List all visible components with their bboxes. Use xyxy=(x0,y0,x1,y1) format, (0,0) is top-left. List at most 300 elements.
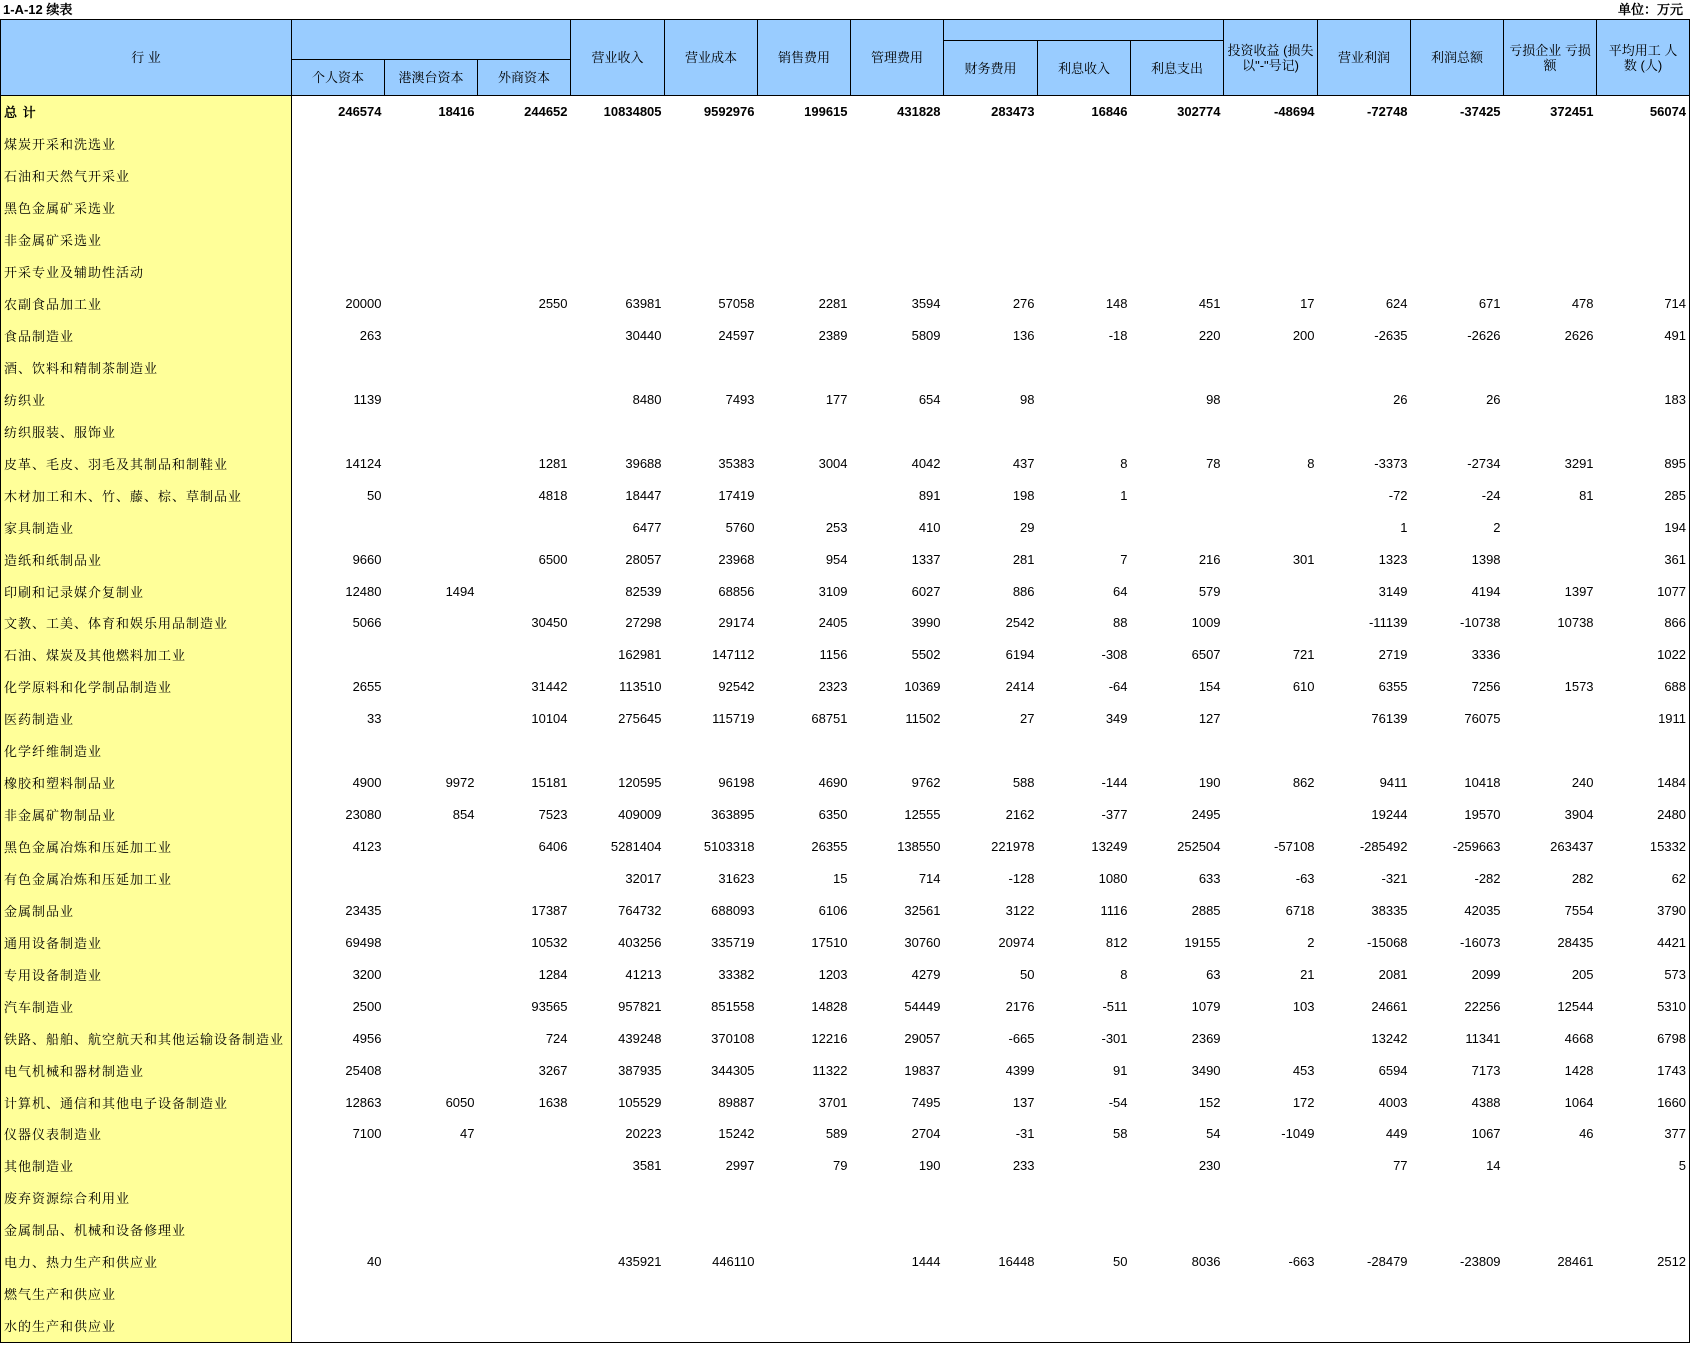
value-cell: 957821 xyxy=(618,998,662,1014)
value-cell: -2734 xyxy=(1467,455,1501,471)
value-cell: 431828 xyxy=(897,104,941,120)
value-cell xyxy=(1131,224,1224,256)
value-cell xyxy=(1318,735,1411,767)
value-cell xyxy=(478,1214,571,1246)
industry-name: 非金属矿采选业 xyxy=(1,224,292,256)
value-cell xyxy=(758,160,851,192)
value-cell: 7100 xyxy=(352,1126,382,1142)
value-cell xyxy=(1411,160,1504,192)
value-cell: 147112 xyxy=(712,647,755,663)
industry-name: 计算机、通信和其他电子设备制造业 xyxy=(1,1086,292,1118)
value-cell xyxy=(1224,1150,1318,1182)
value-cell: 138550 xyxy=(897,839,941,855)
value-cell: 1 xyxy=(1400,519,1408,535)
value-cell: 1079 xyxy=(1191,998,1221,1014)
table-row xyxy=(1,1086,1690,1118)
value-cell: 5809 xyxy=(911,328,941,344)
value-cell xyxy=(665,735,758,767)
value-cell: 9660 xyxy=(352,551,382,567)
value-cell xyxy=(851,224,944,256)
value-cell xyxy=(1224,511,1318,543)
value-cell xyxy=(851,735,944,767)
value-cell: 63 xyxy=(1206,966,1221,982)
table-row xyxy=(1,192,1690,224)
value-cell: 4194 xyxy=(1471,583,1501,599)
value-cell xyxy=(1224,383,1318,415)
value-cell: 3004 xyxy=(818,455,848,471)
value-cell: 439248 xyxy=(618,1030,662,1046)
value-cell: 588 xyxy=(1012,775,1035,791)
value-cell xyxy=(1038,128,1131,160)
value-cell: 16846 xyxy=(1091,104,1128,120)
value-cell xyxy=(292,256,385,288)
value-cell: 5103318 xyxy=(703,839,755,855)
value-cell: 6477 xyxy=(632,519,662,535)
value-cell: -308 xyxy=(1101,647,1128,663)
value-cell: 1484 xyxy=(1597,767,1690,799)
value-cell: 633 xyxy=(1198,870,1221,886)
industry-name: 开采专业及辅助性活动 xyxy=(1,256,292,288)
value-cell xyxy=(385,543,478,575)
value-cell: 27 xyxy=(1020,711,1035,727)
value-cell: 19244 xyxy=(1371,807,1408,823)
value-cell xyxy=(1411,1182,1504,1214)
value-cell: 62 xyxy=(1597,863,1690,895)
value-cell: 24661 xyxy=(1371,998,1408,1014)
col-avg-employees: 平均用工 人 数 (人) xyxy=(1597,20,1690,96)
value-cell xyxy=(1504,543,1597,575)
value-cell: 5760 xyxy=(725,519,755,535)
value-cell: 19837 xyxy=(904,1062,941,1078)
value-cell xyxy=(1411,128,1504,160)
value-cell: 30440 xyxy=(625,328,662,344)
value-cell: 23080 xyxy=(345,807,382,823)
col-loss-amount: 亏损企业 亏损额 xyxy=(1504,20,1597,96)
value-cell: 3904 xyxy=(1564,807,1594,823)
value-cell xyxy=(1504,639,1597,671)
value-cell xyxy=(292,863,385,895)
value-cell: 335719 xyxy=(711,934,755,950)
value-cell xyxy=(1224,703,1318,735)
table-row xyxy=(1,1022,1690,1054)
value-cell: 15181 xyxy=(531,775,568,791)
value-cell xyxy=(1131,1310,1224,1342)
value-cell: 88 xyxy=(1113,615,1128,631)
value-cell: 410 xyxy=(918,519,941,535)
value-cell: 478 xyxy=(1571,296,1594,312)
value-cell: 115719 xyxy=(712,711,755,727)
value-cell: 12555 xyxy=(904,807,941,823)
value-cell xyxy=(1504,703,1597,735)
value-cell xyxy=(1038,192,1131,224)
value-cell xyxy=(1038,383,1131,415)
value-cell: 1156 xyxy=(819,647,848,663)
table-row xyxy=(1,1118,1690,1150)
value-cell: -144 xyxy=(1101,775,1128,791)
value-cell: 20223 xyxy=(625,1126,662,1142)
value-cell: 20974 xyxy=(998,934,1035,950)
value-cell: 26 xyxy=(1486,391,1501,407)
value-cell: 812 xyxy=(1105,934,1128,950)
col-operating-profit: 营业利润 xyxy=(1318,20,1411,96)
value-cell xyxy=(1038,1182,1131,1214)
statistics-table xyxy=(0,19,1690,1343)
value-cell: 82539 xyxy=(625,583,662,599)
value-cell xyxy=(1411,1310,1504,1342)
value-cell: 30760 xyxy=(904,934,941,950)
value-cell xyxy=(1224,352,1318,384)
industry-name: 黑色金属矿采选业 xyxy=(1,192,292,224)
value-cell: 363895 xyxy=(711,807,755,823)
col-selling-expense: 销售费用 xyxy=(758,20,851,96)
value-cell: 137 xyxy=(1012,1094,1035,1110)
value-cell: 4279 xyxy=(911,966,941,982)
value-cell xyxy=(1038,511,1131,543)
value-cell: -128 xyxy=(1008,870,1035,886)
value-cell xyxy=(478,256,571,288)
value-cell xyxy=(1038,1214,1131,1246)
value-cell: 1494 xyxy=(445,583,475,599)
value-cell xyxy=(1224,799,1318,831)
value-cell: 1444 xyxy=(911,1254,941,1270)
value-cell: 11341 xyxy=(1465,1030,1501,1046)
value-cell: 2997 xyxy=(725,1158,755,1174)
value-cell xyxy=(1131,256,1224,288)
value-cell: 7256 xyxy=(1471,679,1501,695)
value-cell: 2405 xyxy=(818,615,848,631)
value-cell: 233 xyxy=(1012,1158,1035,1174)
value-cell: 891 xyxy=(918,487,941,503)
value-cell xyxy=(571,224,665,256)
value-cell: 12863 xyxy=(345,1094,382,1110)
value-cell xyxy=(944,160,1038,192)
value-cell: -665 xyxy=(1008,1030,1035,1046)
value-cell: 1067 xyxy=(1471,1126,1501,1142)
value-cell: 198 xyxy=(1012,487,1035,503)
value-cell xyxy=(758,1310,851,1342)
value-cell: 190 xyxy=(918,1158,941,1174)
value-cell: 183 xyxy=(1597,383,1690,415)
value-cell: 18447 xyxy=(625,487,662,503)
col-finance-expense: 财务费用 xyxy=(944,41,1038,96)
value-cell: 8036 xyxy=(1191,1254,1221,1270)
value-cell xyxy=(1318,415,1411,447)
value-cell: -10738 xyxy=(1460,615,1501,631)
industry-name: 黑色金属冶炼和压延加工业 xyxy=(1,831,292,863)
value-cell xyxy=(1504,735,1597,767)
value-cell: -11139 xyxy=(1368,615,1408,631)
value-cell: 152 xyxy=(1198,1094,1221,1110)
value-cell xyxy=(1597,1310,1690,1342)
value-cell xyxy=(478,192,571,224)
value-cell: 42035 xyxy=(1464,902,1501,918)
value-cell xyxy=(385,383,478,415)
value-cell xyxy=(1318,1182,1411,1214)
value-cell: 28461 xyxy=(1557,1254,1594,1270)
value-cell: 58 xyxy=(1113,1126,1128,1142)
value-cell xyxy=(1038,352,1131,384)
value-cell xyxy=(1504,1182,1597,1214)
value-cell xyxy=(758,1278,851,1310)
value-cell xyxy=(1597,192,1690,224)
industry-name: 其他制造业 xyxy=(1,1150,292,1182)
value-cell xyxy=(478,1150,571,1182)
value-cell: 4399 xyxy=(1005,1062,1035,1078)
value-cell: -48694 xyxy=(1274,104,1315,120)
value-cell xyxy=(1131,160,1224,192)
value-cell xyxy=(385,863,478,895)
value-cell xyxy=(1131,415,1224,447)
value-cell: 4900 xyxy=(352,775,382,791)
table-row xyxy=(1,639,1690,671)
value-cell xyxy=(385,128,478,160)
value-cell: 10738 xyxy=(1557,615,1594,631)
value-cell: 6798 xyxy=(1597,1022,1690,1054)
value-cell: 190 xyxy=(1198,775,1221,791)
value-cell: 491 xyxy=(1597,320,1690,352)
table-row xyxy=(1,894,1690,926)
value-cell xyxy=(1597,224,1690,256)
value-cell xyxy=(385,447,478,479)
value-cell: 162981 xyxy=(618,647,662,663)
value-cell: 77 xyxy=(1393,1158,1408,1174)
value-cell: 27298 xyxy=(625,615,662,631)
value-cell: -28479 xyxy=(1367,1254,1408,1270)
value-cell xyxy=(1597,1182,1690,1214)
value-cell xyxy=(1318,352,1411,384)
value-cell xyxy=(385,479,478,511)
value-cell xyxy=(944,1182,1038,1214)
value-cell xyxy=(1504,415,1597,447)
value-cell: 2099 xyxy=(1471,966,1501,982)
table-row xyxy=(1,288,1690,320)
value-cell xyxy=(1597,256,1690,288)
industry-name: 化学原料和化学制品制造业 xyxy=(1,671,292,703)
value-cell xyxy=(385,1214,478,1246)
value-cell: 21 xyxy=(1300,966,1315,982)
value-cell xyxy=(1224,1182,1318,1214)
value-cell: 4818 xyxy=(538,487,568,503)
col-cost: 营业成本 xyxy=(665,20,758,96)
value-cell: 29174 xyxy=(718,615,755,631)
value-cell: 6406 xyxy=(538,839,568,855)
value-cell xyxy=(385,1150,478,1182)
value-cell xyxy=(1224,128,1318,160)
value-cell xyxy=(478,352,571,384)
industry-name: 金属制品、机械和设备修理业 xyxy=(1,1214,292,1246)
value-cell xyxy=(571,192,665,224)
value-cell xyxy=(758,256,851,288)
col-capital-subgroup xyxy=(292,41,571,60)
value-cell: 41213 xyxy=(625,966,662,982)
value-cell: 2 xyxy=(1307,934,1315,950)
value-cell xyxy=(385,160,478,192)
value-cell: 3291 xyxy=(1564,455,1594,471)
value-cell: 3200 xyxy=(352,966,382,982)
value-cell: 12544 xyxy=(1557,998,1594,1014)
value-cell xyxy=(758,224,851,256)
value-cell: 7495 xyxy=(911,1094,941,1110)
value-cell: 862 xyxy=(1292,775,1315,791)
value-cell: 3490 xyxy=(1191,1062,1221,1078)
value-cell: 12480 xyxy=(345,583,382,599)
value-cell xyxy=(292,128,385,160)
total-row xyxy=(1,96,1690,128)
value-cell xyxy=(1318,256,1411,288)
value-cell: 33382 xyxy=(718,966,755,982)
value-cell: 453 xyxy=(1292,1062,1315,1078)
table-id: 1-A-12 续表 xyxy=(3,2,73,17)
value-cell: 4123 xyxy=(352,839,382,855)
table-row xyxy=(1,990,1690,1022)
industry-name: 总 计 xyxy=(1,96,292,128)
value-cell: 32017 xyxy=(625,870,662,886)
value-cell: 6594 xyxy=(1378,1062,1408,1078)
value-cell: 6718 xyxy=(1285,902,1315,918)
value-cell xyxy=(571,1214,665,1246)
table-row xyxy=(1,926,1690,958)
table-body xyxy=(1,96,1690,1343)
value-cell: 246574 xyxy=(338,104,382,120)
value-cell: 2323 xyxy=(818,679,848,695)
value-cell: 1573 xyxy=(1564,679,1594,695)
value-cell xyxy=(944,735,1038,767)
industry-name: 家具制造业 xyxy=(1,511,292,543)
value-cell xyxy=(478,1310,571,1342)
value-cell: 3581 xyxy=(632,1158,662,1174)
industry-name: 电力、热力生产和供应业 xyxy=(1,1246,292,1278)
value-cell xyxy=(385,831,478,863)
value-cell: 1337 xyxy=(911,551,941,567)
value-cell xyxy=(1131,479,1224,511)
table-row xyxy=(1,735,1690,767)
value-cell: 579 xyxy=(1198,583,1221,599)
value-cell xyxy=(1597,1278,1690,1310)
value-cell: 7523 xyxy=(538,807,568,823)
value-cell xyxy=(385,415,478,447)
value-cell: 10104 xyxy=(531,711,568,727)
value-cell xyxy=(1504,192,1597,224)
table-row xyxy=(1,1310,1690,1342)
value-cell xyxy=(1038,415,1131,447)
industry-name: 食品制造业 xyxy=(1,320,292,352)
value-cell: -259663 xyxy=(1452,839,1501,855)
value-cell: 764732 xyxy=(618,902,662,918)
value-cell: -1049 xyxy=(1281,1126,1315,1142)
value-cell: -24 xyxy=(1481,487,1501,503)
value-cell: 30450 xyxy=(531,615,568,631)
value-cell xyxy=(1224,1310,1318,1342)
value-cell: -3373 xyxy=(1374,455,1408,471)
value-cell xyxy=(385,1054,478,1086)
col-interest-income: 利息收入 xyxy=(1038,41,1131,96)
value-cell xyxy=(292,224,385,256)
value-cell xyxy=(851,256,944,288)
value-cell: 14124 xyxy=(345,455,382,471)
value-cell xyxy=(758,1214,851,1246)
value-cell: 276 xyxy=(1012,296,1035,312)
value-cell: 57058 xyxy=(718,296,755,312)
industry-name: 电气机械和器材制造业 xyxy=(1,1054,292,1086)
value-cell: 26 xyxy=(1393,391,1408,407)
value-cell: 282 xyxy=(1571,870,1594,886)
value-cell: 1398 xyxy=(1471,551,1501,567)
value-cell: -321 xyxy=(1381,870,1408,886)
value-cell: 38335 xyxy=(1371,902,1408,918)
value-cell: 1009 xyxy=(1191,615,1221,631)
value-cell xyxy=(1131,352,1224,384)
value-cell: 654 xyxy=(918,391,941,407)
value-cell: 13249 xyxy=(1091,839,1128,855)
value-cell: 451 xyxy=(1198,296,1221,312)
value-cell: 96198 xyxy=(718,775,755,791)
value-cell: -64 xyxy=(1108,679,1128,695)
value-cell: 8 xyxy=(1120,966,1128,982)
value-cell xyxy=(758,128,851,160)
value-cell: 17510 xyxy=(811,934,848,950)
value-cell: 9762 xyxy=(911,775,941,791)
value-cell: 3990 xyxy=(911,615,941,631)
value-cell: 6050 xyxy=(445,1094,475,1110)
value-cell: 172 xyxy=(1292,1094,1315,1110)
table-row xyxy=(1,447,1690,479)
industry-name: 酒、饮料和精制茶制造业 xyxy=(1,352,292,384)
value-cell: 12216 xyxy=(811,1030,848,1046)
value-cell: 15332 xyxy=(1597,831,1690,863)
value-cell xyxy=(292,1278,385,1310)
value-cell xyxy=(1318,1310,1411,1342)
value-cell xyxy=(851,160,944,192)
value-cell: 2512 xyxy=(1597,1246,1690,1278)
industry-name: 燃气生产和供应业 xyxy=(1,1278,292,1310)
value-cell: 11322 xyxy=(812,1062,848,1078)
value-cell: 724 xyxy=(545,1030,568,1046)
value-cell: 9972 xyxy=(445,775,475,791)
industry-name: 纺织服装、服饰业 xyxy=(1,415,292,447)
value-cell xyxy=(1504,128,1597,160)
value-cell xyxy=(1318,1214,1411,1246)
value-cell xyxy=(292,1182,385,1214)
value-cell: 7173 xyxy=(1471,1062,1501,1078)
value-cell: 5066 xyxy=(352,615,382,631)
col-admin-expense: 管理费用 xyxy=(851,20,944,96)
value-cell: 2480 xyxy=(1597,799,1690,831)
value-cell xyxy=(571,1310,665,1342)
value-cell: 671 xyxy=(1478,296,1501,312)
value-cell: 275645 xyxy=(618,711,662,727)
value-cell: 69498 xyxy=(345,934,382,950)
value-cell xyxy=(385,926,478,958)
value-cell: 2542 xyxy=(1005,615,1035,631)
unit-label: 单位：万元 xyxy=(1617,2,1683,17)
value-cell: 886 xyxy=(1012,583,1035,599)
value-cell xyxy=(1597,128,1690,160)
value-cell: 18416 xyxy=(438,104,475,120)
value-cell: 377 xyxy=(1597,1118,1690,1150)
value-cell: 1064 xyxy=(1564,1094,1594,1110)
value-cell xyxy=(478,1278,571,1310)
value-cell: 3701 xyxy=(818,1094,848,1110)
value-cell xyxy=(665,1182,758,1214)
value-cell: 1 xyxy=(1120,487,1128,503)
value-cell xyxy=(385,1310,478,1342)
value-cell xyxy=(944,224,1038,256)
value-cell xyxy=(292,511,385,543)
value-cell: 14 xyxy=(1486,1158,1501,1174)
value-cell xyxy=(851,128,944,160)
value-cell xyxy=(1597,1214,1690,1246)
value-cell xyxy=(1411,256,1504,288)
